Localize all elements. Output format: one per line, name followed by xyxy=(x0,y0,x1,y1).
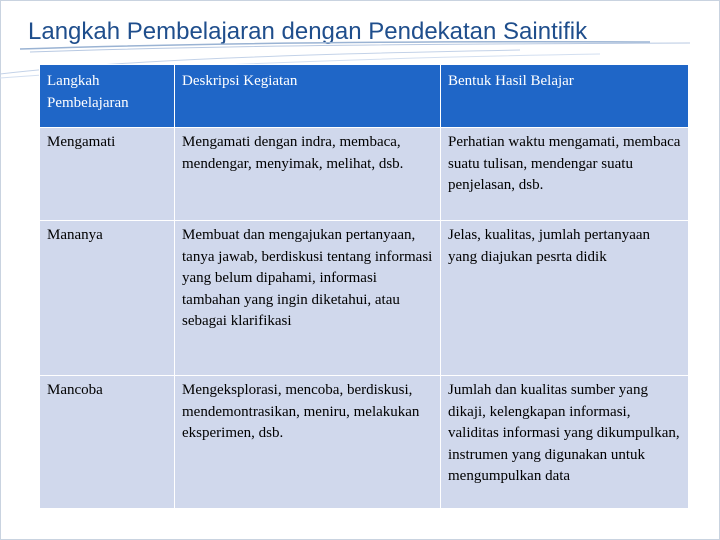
cell-langkah: Mancoba xyxy=(40,376,175,509)
cell-hasil: Jelas, kualitas, jumlah pertanyaan yang diajukan pesrta didik xyxy=(441,221,689,376)
header-hasil: Bentuk Hasil Belajar xyxy=(441,65,689,128)
table-header-row xyxy=(40,65,689,128)
header-langkah: Langkah Pembelajaran xyxy=(40,65,175,128)
cell-langkah: Mengamati xyxy=(40,128,175,221)
table-row xyxy=(40,221,689,376)
cell-hasil: Jumlah dan kualitas sumber yang dikaji, kelengkapan informasi, validitas informasi yang dikumpulkan, instrumen yang digunakan untuk mengumpulkan data xyxy=(441,376,689,509)
table-row xyxy=(40,376,689,509)
cell-deskripsi: Membuat dan mengajukan pertanyaan, tanya jawab, berdiskusi tentang informasi yang belum dipahami, informasi tambahan yang ingin diketahui, atau sebagai klarifikasi xyxy=(175,221,441,376)
header-deskripsi: Deskripsi Kegiatan xyxy=(175,65,441,128)
saintifik-table xyxy=(39,64,689,509)
cell-deskripsi: Mengeksplorasi, mencoba, berdiskusi, mendemontrasikan, meniru, melakukan eksperimen, dsb. xyxy=(175,376,441,509)
cell-deskripsi: Mengamati dengan indra, membaca, mendengar, menyimak, melihat, dsb. xyxy=(175,128,441,221)
table-row xyxy=(40,128,689,221)
cell-langkah: Mananya xyxy=(40,221,175,376)
cell-hasil: Perhatian waktu mengamati, membaca suatu tulisan, mendengar suatu penjelasan, dsb. xyxy=(441,128,689,221)
slide-title: Langkah Pembelajaran dengan Pendekatan Saintifik xyxy=(28,18,588,45)
